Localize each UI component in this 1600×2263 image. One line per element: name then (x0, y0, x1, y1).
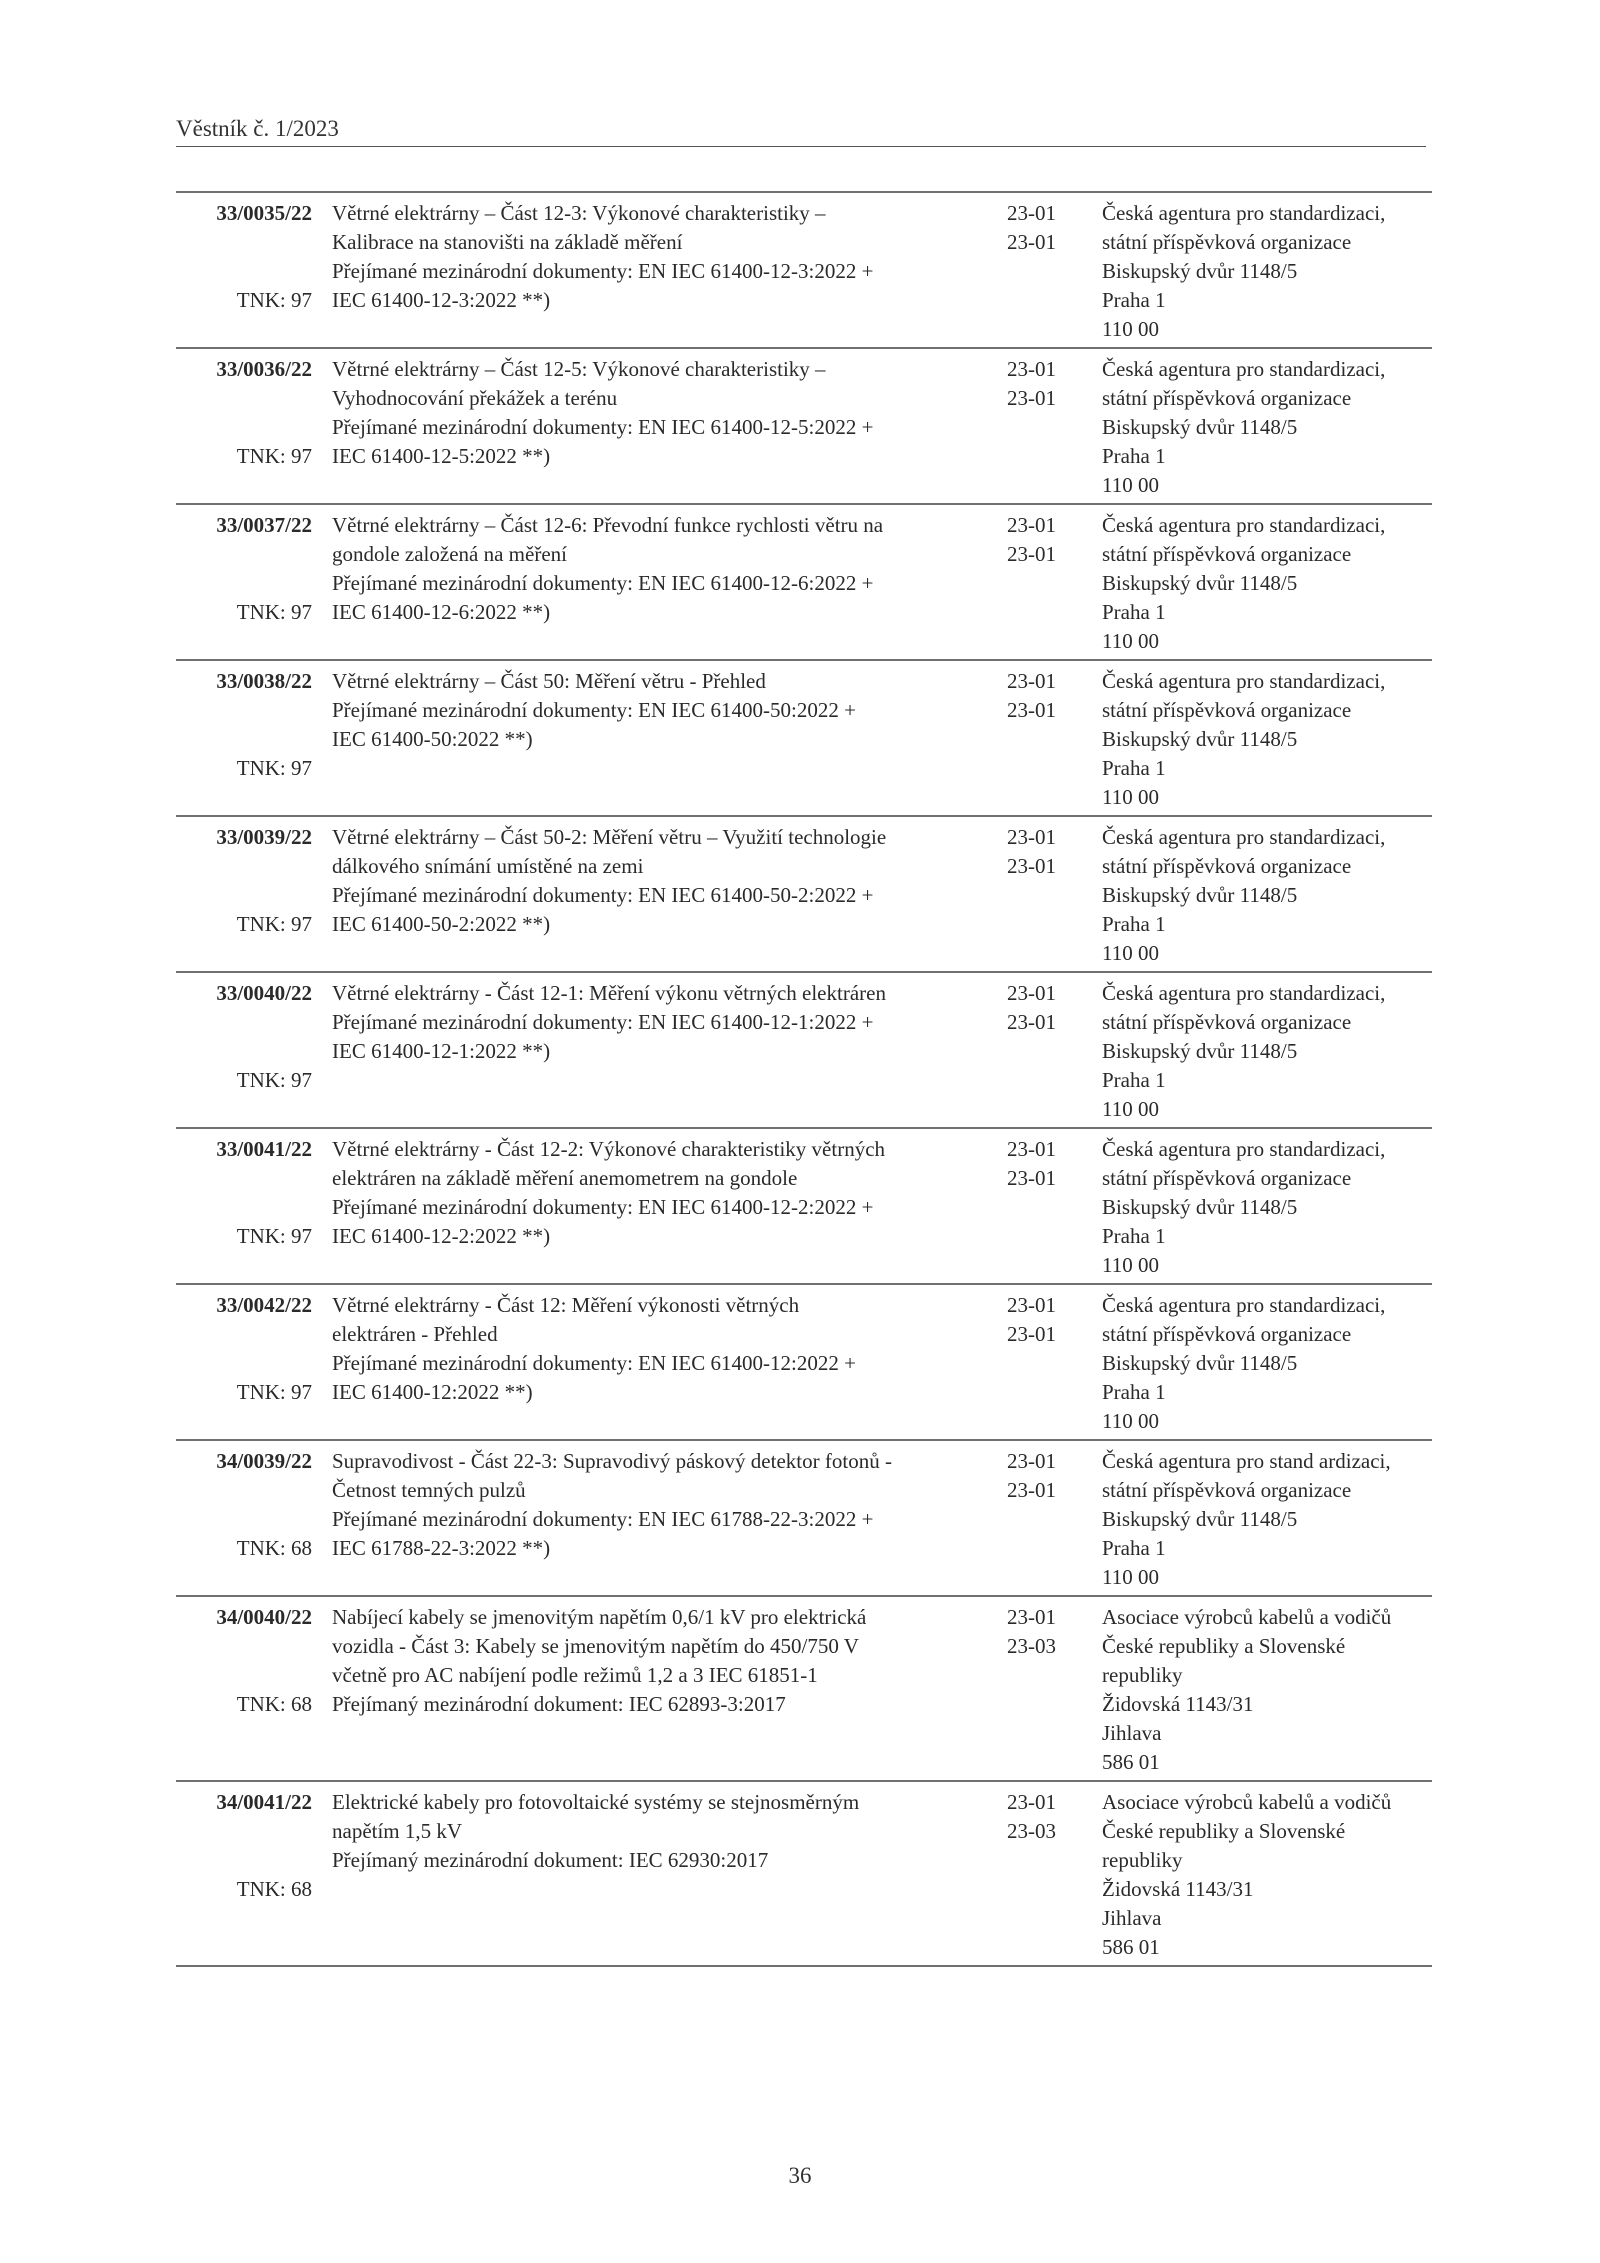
contact-line: 110 00 (1102, 473, 1159, 497)
description-cell (326, 504, 1007, 660)
description-line: napětím 1,5 kV (332, 1819, 463, 1843)
contact-line: Praha 1 (1102, 756, 1166, 780)
reference-number: 34/0039/22 (216, 1449, 312, 1473)
contact-line: Česká agentura pro standardizaci, (1102, 825, 1386, 849)
table-row (176, 1128, 1432, 1284)
table-row (176, 1596, 1432, 1781)
description-line: včetně pro AC nabíjení podle režimů 1,2 a 3 IEC 61851-1 (332, 1663, 818, 1687)
description-line: Přejímané mezinárodní dokumenty: EN IEC 61400-12-5:2022 + (332, 415, 874, 439)
contact-line: Jihlava (1102, 1721, 1162, 1745)
contact-cell (1102, 660, 1432, 816)
contact-line: Asociace výrobců kabelů a vodičů (1102, 1605, 1392, 1629)
description-line: Přejímané mezinárodní dokumenty: EN IEC 61400-12-1:2022 + (332, 1010, 874, 1034)
tnk-label: TNK: 68 (236, 1536, 312, 1560)
contact-cell (1102, 1440, 1432, 1596)
description-cell (326, 192, 1007, 348)
contact-line: 110 00 (1102, 1565, 1159, 1589)
tnk-label: TNK: 68 (236, 1877, 312, 1901)
contact-line: státní příspěvková organizace (1102, 1166, 1352, 1190)
contact-line: Biskupský dvůr 1148/5 (1102, 415, 1298, 439)
contact-line: státní příspěvková organizace (1102, 386, 1352, 410)
contact-line: 110 00 (1102, 629, 1159, 653)
description-line: Větrné elektrárny – Část 12-6: Převodní funkce rychlosti větru na (332, 513, 884, 537)
contact-line: Biskupský dvůr 1148/5 (1102, 1195, 1298, 1219)
table-row (176, 1781, 1432, 1966)
contact-line: Praha 1 (1102, 1224, 1166, 1248)
contact-line: 586 01 (1102, 1750, 1160, 1774)
table-row (176, 1440, 1432, 1596)
standards-table-body (176, 192, 1432, 1966)
description-line: Přejímané mezinárodní dokumenty: EN IEC 61400-12-2:2022 + (332, 1195, 874, 1219)
description-cell (326, 1440, 1007, 1596)
date-code: 23-01 (1007, 542, 1056, 566)
contact-line: Biskupský dvůr 1148/5 (1102, 259, 1298, 283)
date-code: 23-01 (1007, 201, 1056, 225)
description-line: Přejímaný mezinárodní dokument: IEC 62930:2017 (332, 1848, 769, 1872)
description-cell (326, 348, 1007, 504)
date-code: 23-01 (1007, 1166, 1056, 1190)
reference-number: 33/0038/22 (216, 669, 312, 693)
contact-line: Praha 1 (1102, 1536, 1166, 1560)
description-line: Nabíjecí kabely se jmenovitým napětím 0,6/1 kV pro elektrická (332, 1605, 867, 1629)
contact-cell (1102, 348, 1432, 504)
page-number: 36 (788, 2163, 812, 2188)
description-cell (326, 660, 1007, 816)
description-line: Přejímaný mezinárodní dokument: IEC 62893-3:2017 (332, 1692, 786, 1716)
date-code: 23-01 (1007, 1137, 1056, 1161)
description-line: IEC 61400-12-5:2022 **) (332, 444, 551, 468)
description-cell (326, 1781, 1007, 1966)
description-line: vozidla - Část 3: Kabely se jmenovitým napětím do 450/750 V (332, 1634, 859, 1658)
contact-line: Biskupský dvůr 1148/5 (1102, 1507, 1298, 1531)
tnk-label: TNK: 97 (236, 1224, 312, 1248)
date-code: 23-01 (1007, 230, 1056, 254)
reference-number: 34/0041/22 (216, 1790, 312, 1814)
reference-cell (176, 1781, 326, 1966)
contact-line: Jihlava (1102, 1906, 1162, 1930)
contact-line: 110 00 (1102, 785, 1159, 809)
contact-line: státní příspěvková organizace (1102, 1010, 1352, 1034)
reference-number: 33/0041/22 (216, 1137, 312, 1161)
dates-cell (1007, 192, 1102, 348)
dates-cell (1007, 1440, 1102, 1596)
tnk-label: TNK: 97 (236, 1068, 312, 1092)
contact-cell (1102, 816, 1432, 972)
table-row (176, 816, 1432, 972)
description-cell (326, 1128, 1007, 1284)
contact-line: státní příspěvková organizace (1102, 542, 1352, 566)
contact-line: 110 00 (1102, 1097, 1159, 1121)
tnk-label: TNK: 97 (236, 912, 312, 936)
reference-cell (176, 348, 326, 504)
contact-line: Praha 1 (1102, 288, 1166, 312)
description-cell (326, 1284, 1007, 1440)
contact-line: Praha 1 (1102, 1068, 1166, 1092)
bulletin-title: Věstník č. 1/2023 (176, 116, 339, 141)
description-line: Větrné elektrárny – Část 12-5: Výkonové charakteristiky – (332, 357, 826, 381)
date-code: 23-01 (1007, 1322, 1056, 1346)
contact-line: Biskupský dvůr 1148/5 (1102, 883, 1298, 907)
reference-number: 33/0042/22 (216, 1293, 312, 1317)
contact-line: státní příspěvková organizace (1102, 1322, 1352, 1346)
description-line: Větrné elektrárny – Část 50-2: Měření větru – Využití technologie (332, 825, 887, 849)
contact-line: Židovská 1143/31 (1102, 1692, 1254, 1716)
description-line: IEC 61400-12-3:2022 **) (332, 288, 551, 312)
tnk-label: TNK: 97 (236, 1380, 312, 1404)
contact-line: Česká agentura pro stand ardizaci, (1102, 1449, 1391, 1473)
contact-line: 586 01 (1102, 1935, 1160, 1959)
date-code: 23-01 (1007, 357, 1056, 381)
reference-cell (176, 1284, 326, 1440)
description-line: IEC 61400-12-2:2022 **) (332, 1224, 551, 1248)
contact-line: státní příspěvková organizace (1102, 1478, 1352, 1502)
reference-cell (176, 972, 326, 1128)
description-line: IEC 61400-50:2022 **) (332, 727, 533, 751)
dates-cell (1007, 348, 1102, 504)
description-line: IEC 61400-12-1:2022 **) (332, 1039, 551, 1063)
reference-number: 33/0040/22 (216, 981, 312, 1005)
reference-number: 33/0036/22 (216, 357, 312, 381)
contact-line: Biskupský dvůr 1148/5 (1102, 571, 1298, 595)
table-row (176, 348, 1432, 504)
description-line: Větrné elektrárny - Část 12-2: Výkonové charakteristiky větrných (332, 1137, 886, 1161)
contact-line: Biskupský dvůr 1148/5 (1102, 1039, 1298, 1063)
date-code: 23-01 (1007, 825, 1056, 849)
description-line: Přejímané mezinárodní dokumenty: EN IEC 61400-12-3:2022 + (332, 259, 874, 283)
reference-cell (176, 1440, 326, 1596)
description-cell (326, 1596, 1007, 1781)
contact-line: republiky (1102, 1848, 1183, 1872)
reference-number: 34/0040/22 (216, 1605, 312, 1629)
description-line: Přejímané mezinárodní dokumenty: EN IEC 61788-22-3:2022 + (332, 1507, 874, 1531)
description-line: elektráren - Přehled (332, 1322, 498, 1346)
description-line: Kalibrace na stanovišti na základě měření (332, 230, 683, 254)
date-code: 23-01 (1007, 1449, 1056, 1473)
contact-cell (1102, 504, 1432, 660)
description-line: Větrné elektrárny - Část 12: Měření výkonosti větrných (332, 1293, 800, 1317)
reference-cell (176, 816, 326, 972)
contact-line: 110 00 (1102, 941, 1159, 965)
contact-cell (1102, 1284, 1432, 1440)
date-code: 23-01 (1007, 1010, 1056, 1034)
description-line: dálkového snímání umístěné na zemi (332, 854, 644, 878)
standards-table (176, 191, 1432, 1967)
contact-line: Česká agentura pro standardizaci, (1102, 357, 1386, 381)
table-row (176, 1284, 1432, 1440)
description-line: gondole založená na měření (332, 542, 567, 566)
contact-cell (1102, 1128, 1432, 1284)
contact-line: státní příspěvková organizace (1102, 230, 1352, 254)
table-row (176, 192, 1432, 348)
description-line: Vyhodnocování překážek a terénu (332, 386, 618, 410)
contact-line: Praha 1 (1102, 444, 1166, 468)
description-line: Četnost temných pulzů (332, 1478, 526, 1502)
contact-line: republiky (1102, 1663, 1183, 1687)
contact-line: Praha 1 (1102, 1380, 1166, 1404)
date-code: 23-01 (1007, 1605, 1056, 1629)
page-header (176, 110, 1426, 147)
reference-number: 33/0035/22 (216, 201, 312, 225)
tnk-label: TNK: 68 (236, 1692, 312, 1716)
date-code: 23-01 (1007, 1790, 1056, 1814)
description-cell (326, 972, 1007, 1128)
reference-number: 33/0037/22 (216, 513, 312, 537)
contact-line: Asociace výrobců kabelů a vodičů (1102, 1790, 1392, 1814)
table-row (176, 972, 1432, 1128)
tnk-label: TNK: 97 (236, 444, 312, 468)
contact-line: Praha 1 (1102, 600, 1166, 624)
dates-cell (1007, 660, 1102, 816)
contact-line: Praha 1 (1102, 912, 1166, 936)
description-line: Supravodivost - Část 22-3: Supravodivý páskový detektor fotonů - (332, 1449, 892, 1473)
description-line: IEC 61400-12:2022 **) (332, 1380, 533, 1404)
tnk-label: TNK: 97 (236, 288, 312, 312)
description-line: Větrné elektrárny – Část 12-3: Výkonové charakteristiky – (332, 201, 826, 225)
contact-line: České republiky a Slovenské (1102, 1819, 1346, 1843)
dates-cell (1007, 1596, 1102, 1781)
contact-line: Biskupský dvůr 1148/5 (1102, 1351, 1298, 1375)
date-code: 23-01 (1007, 698, 1056, 722)
date-code: 23-01 (1007, 1478, 1056, 1502)
dates-cell (1007, 816, 1102, 972)
contact-cell (1102, 1781, 1432, 1966)
description-line: IEC 61400-12-6:2022 **) (332, 600, 551, 624)
dates-cell (1007, 972, 1102, 1128)
contact-cell (1102, 972, 1432, 1128)
tnk-label: TNK: 97 (236, 756, 312, 780)
date-code: 23-01 (1007, 1293, 1056, 1317)
contact-line: státní příspěvková organizace (1102, 854, 1352, 878)
contact-line: Česká agentura pro standardizaci, (1102, 981, 1386, 1005)
contact-line: Židovská 1143/31 (1102, 1877, 1254, 1901)
contact-line: 110 00 (1102, 1253, 1159, 1277)
contact-line: Česká agentura pro standardizaci, (1102, 1293, 1386, 1317)
date-code: 23-03 (1007, 1634, 1056, 1658)
description-line: IEC 61788-22-3:2022 **) (332, 1536, 551, 1560)
reference-number: 33/0039/22 (216, 825, 312, 849)
description-line: Přejímané mezinárodní dokumenty: EN IEC 61400-50:2022 + (332, 698, 856, 722)
description-line: Přejímané mezinárodní dokumenty: EN IEC 61400-50-2:2022 + (332, 883, 874, 907)
description-line: Elektrické kabely pro fotovoltaické systémy se stejnosměrným (332, 1790, 860, 1814)
contact-cell (1102, 1596, 1432, 1781)
table-row (176, 660, 1432, 816)
reference-cell (176, 192, 326, 348)
date-code: 23-03 (1007, 1819, 1056, 1843)
reference-cell (176, 504, 326, 660)
description-line: IEC 61400-50-2:2022 **) (332, 912, 551, 936)
contact-line: České republiky a Slovenské (1102, 1634, 1346, 1658)
reference-cell (176, 660, 326, 816)
date-code: 23-01 (1007, 386, 1056, 410)
description-line: Přejímané mezinárodní dokumenty: EN IEC 61400-12:2022 + (332, 1351, 856, 1375)
contact-line: Biskupský dvůr 1148/5 (1102, 727, 1298, 751)
contact-line: státní příspěvková organizace (1102, 698, 1352, 722)
date-code: 23-01 (1007, 854, 1056, 878)
description-line: elektráren na základě měření anemometrem na gondole (332, 1166, 798, 1190)
reference-cell (176, 1128, 326, 1284)
contact-line: Česká agentura pro standardizaci, (1102, 669, 1386, 693)
date-code: 23-01 (1007, 513, 1056, 537)
dates-cell (1007, 504, 1102, 660)
contact-line: Česká agentura pro standardizaci, (1102, 1137, 1386, 1161)
dates-cell (1007, 1128, 1102, 1284)
reference-cell (176, 1596, 326, 1781)
tnk-label: TNK: 97 (236, 600, 312, 624)
contact-cell (1102, 192, 1432, 348)
contact-line: 110 00 (1102, 317, 1159, 341)
dates-cell (1007, 1284, 1102, 1440)
dates-cell (1007, 1781, 1102, 1966)
description-line: Větrné elektrárny – Část 50: Měření větru - Přehled (332, 669, 766, 693)
contact-line: Česká agentura pro standardizaci, (1102, 201, 1386, 225)
date-code: 23-01 (1007, 981, 1056, 1005)
description-line: Přejímané mezinárodní dokumenty: EN IEC 61400-12-6:2022 + (332, 571, 874, 595)
contact-line: 110 00 (1102, 1409, 1159, 1433)
description-cell (326, 816, 1007, 972)
table-row (176, 504, 1432, 660)
description-line: Větrné elektrárny - Část 12-1: Měření výkonu větrných elektráren (332, 981, 886, 1005)
date-code: 23-01 (1007, 669, 1056, 693)
contact-line: Česká agentura pro standardizaci, (1102, 513, 1386, 537)
